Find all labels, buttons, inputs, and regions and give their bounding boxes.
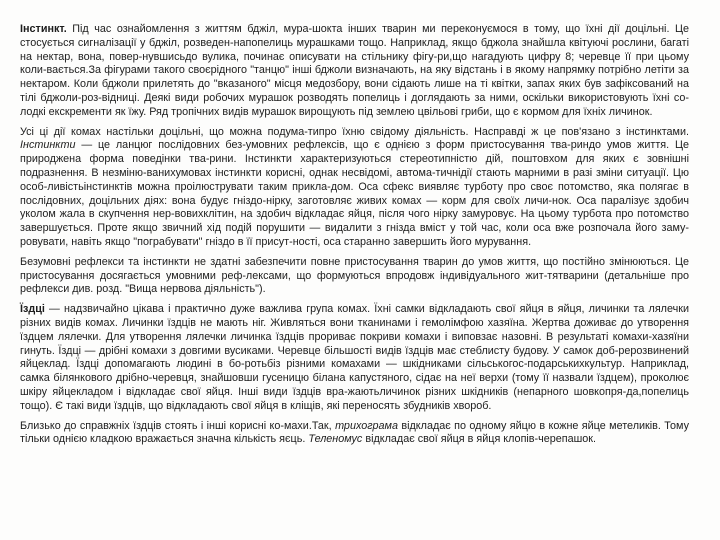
text-run: Інстинкти: [20, 139, 76, 152]
text-run: Безумовні рефлекси та інстинкти не здатні забезпечити повне пристосування тварин до умов життя, що постійно змінюються. Це пристосування досягається умовними реф-лексами, що формуються впродовж індивідуального жит-тятварини (детальніше про рефлекси див. розд. "Вища нервова діяльність").: [20, 255, 689, 296]
text-run: Усі ці дії комах настільки доцільні, що можна подума-типро їхню свідому діяльність. Насправді ж це пов'язано з інстинктами.: [20, 125, 689, 138]
text-run: Інстинкт.: [20, 23, 73, 35]
text-run: відкладає свої яйця в яйця клопів-черепашок.: [362, 433, 597, 446]
paragraph: [20, 23, 689, 120]
text-run: Теленомус: [308, 433, 363, 446]
text-run: Під час ознайомлення з життям бджіл, мура-шокта інших тварин ми переконуємося в тому, що їхні дії доцільні. Це стосується сигналізації у бджіл, розведен-напопелиць мурашками тощо. Наприклад, якщо бджола знайшла квітуючі рослини, багаті на нектар, вона, повер-нувшисьдо вулика, починає описувати на стільнику фігу-ри,що нагадують цифру 8; черевце її при цьому коли-вається.За фігурами такого своєрідного "танцю" інші бджоли визначають, на яку відстань і в якому напрямку потрібно летіти за нектаром. Коли бджоли прилетять до "вказаного" місця медозбору, вони сідають лише на ті квітки, запах яких був зафіксований на тілі бджоли-роз-відниці. Деякі види робочих мурашок розводять попелиць і доглядають за ними, оскільки використовують їхні со-лодкі екскременти як їжу. Ряд тропічних видів мурашок вирощують під землею цвільові гриби, що є кормом для їхніх личинок.: [20, 23, 689, 118]
text-run: — надзвичайно цікава і практично дуже важлива група комах. Їхні самки відкладають свої яйця в яйця, личинки та лялечки різних видів комах. Личинки їздців не мають ніг. Живляться вони тканинами і гемолімфою хазяїна. Жертва доживає до утворення їздцем лялечки. Для утворення лялечки личинка їздців прориває покриви комахи і виповзає назовні. В результаті комахи-хазяїни гинуть. Їздці — дрібні комахи з довгими вусиками. Черевце більшості видів їздців має стеблисту будову. У самок доб-рерозвинений яйцеклад. Їздці допомагають людині в бо-ротьбіз різними комахами — шкідниками сільськогос-подарськихкультур. Наприклад, самка білянкового дрібно-черевця, знайшовши гусеницю білана капустяного, сідає на неї верхи (тому її назвали їздцем), проколює шкіру яйцекладом і відкладає свої яйця. Інші види їздців вра-жаютьличинок різних шкідників (непарного шовкопря-да,попелиць тощо). Є такі види їздців, що відкладають свої яйця в кліщів, які переносять збудників хвороб.: [20, 303, 689, 412]
text-run: трихограма: [335, 419, 398, 432]
paragraph: [20, 126, 689, 250]
document-text-body: [20, 23, 689, 447]
text-run: Їздці: [20, 303, 45, 316]
paragraph: [20, 256, 689, 297]
text-run: Близько до справжніх їздців стоять і інші корисні ко-махи.Так,: [20, 419, 336, 432]
paragraph: [20, 303, 689, 413]
paragraph: [20, 420, 689, 448]
text-run: відкладає по одному яйцю в кожне яйце метеликів. Тому тільки однією кладкою вражається значна кількість яєць.: [20, 419, 689, 446]
text-run: — це ланцюг послідовних без-умовних рефлексів, що є однією з форм пристосування тва-риндо умов життя. Це природжена форма поведінки тва-рини. Інстинкти характеризуються стереотипністю дій, поштовхом для яких є зовнішні подразнення. В незміню-ванихумовах інстинкти корисні, однак несвідомі, автома-тичнідії стають марними в разі зміни ситуації. Цю особ-ливістьінстинктів можна проілюструвати таким прикла-дом. Оса сфекс виявляє турботу про своє потомство, яка полягає в послідовних, доцільних діях: вона будує гніздо-нірку, заготовляє живих комах — корм для своїх личи-нок. Оса паралізує здобич уколом жала в скупчення нер-вовихклітин, на здобич відкладає яйця, після чого нірку замуровує. На цьому турбота про потомство завершується. Проте якщо звичний хід подій порушити — видалити з гнізда вміст у той час, коли оса вже розпочала його заму-ровувати, навіть якщо "пограбувати" гніздо в її присут-ності, оса старанно завершить його мурування.: [20, 139, 689, 248]
